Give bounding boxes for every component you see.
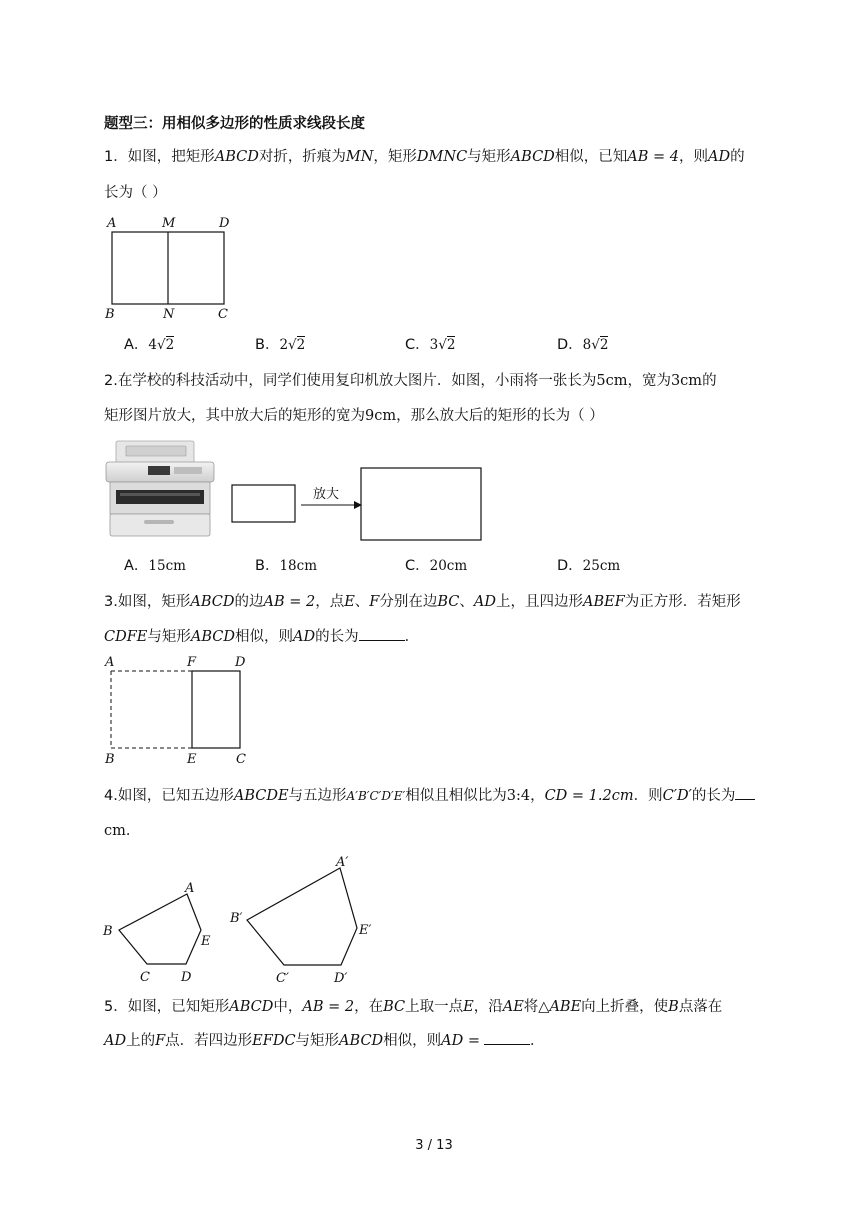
q2-enlarge-figure — [228, 460, 488, 546]
q2-new-width-value: 9cm — [365, 408, 397, 424]
label-c-prime: C′ — [276, 971, 289, 986]
page-number: 3 / 13 — [415, 1138, 453, 1153]
q3-line-2 — [104, 627, 419, 647]
q1-text: 对折，折痕为 — [258, 149, 346, 165]
pentagon-abcde-prime — [247, 868, 357, 965]
option-letter: D． — [557, 337, 583, 353]
label-f: F — [187, 655, 197, 670]
q4-text: ．则 — [633, 788, 663, 804]
q3-answer-blank[interactable] — [359, 627, 405, 641]
q1-text: ，则 — [679, 149, 709, 165]
label-a-prime: A′ — [336, 855, 349, 870]
q1-condition: AB = 4 — [627, 149, 680, 165]
q3-var-cdfe: CDFE — [104, 629, 148, 645]
q2-option-d[interactable] — [557, 554, 620, 575]
q5-text: ，在 — [354, 999, 384, 1015]
q5-text: 5．如图，已知矩形 — [104, 999, 230, 1015]
q3-var-abcd: ABCD — [190, 594, 235, 610]
copier-machine-image — [104, 438, 219, 540]
q3-text: 、 — [459, 594, 474, 610]
q5-text: 将 — [523, 999, 539, 1015]
q3-text: 分别在边 — [379, 594, 438, 610]
q3-text: ，点 — [315, 594, 345, 610]
q3-var-abef: ABEF — [583, 594, 625, 610]
q5-text: 相似，则 — [383, 1033, 442, 1049]
option-value: 15cm — [148, 558, 186, 574]
q5-var-abe: ABE — [549, 999, 582, 1015]
option-value: 25cm — [582, 558, 621, 574]
large-rectangle — [361, 468, 481, 540]
q5-condition: AB = 2 — [302, 999, 355, 1015]
q1-option-b[interactable] — [255, 333, 305, 354]
option-coefficient: 2 — [279, 337, 289, 353]
label-b: B — [105, 307, 115, 322]
q4-var-pentagon-2: A′B′C′D′E′ — [346, 789, 406, 803]
q5-var-bc: BC — [383, 999, 406, 1015]
q1-text: 与矩形 — [467, 149, 511, 165]
q1-option-d[interactable] — [557, 333, 608, 354]
q5-var-abcd: ABCD — [339, 1033, 384, 1049]
label-a: A — [107, 216, 117, 231]
option-coefficient: 3 — [429, 337, 439, 353]
q5-var-ae: AE — [502, 999, 524, 1015]
option-radicand: 2 — [165, 337, 175, 353]
q3-text: 的边 — [234, 594, 264, 610]
label-b: B — [105, 752, 115, 767]
enlarge-label: 放大 — [313, 487, 340, 502]
q5-text: 点．若四边形 — [165, 1033, 253, 1049]
q3-var-f: F — [369, 594, 380, 610]
q3-text: 的长为 — [315, 629, 359, 645]
q5-text: 点落在 — [678, 999, 723, 1015]
label-e: E — [187, 752, 197, 767]
q2-text: ，宽为 — [627, 373, 671, 389]
q1-text: 的 — [730, 149, 745, 165]
q1-var-dmnc: DMNC — [416, 149, 468, 165]
label-e-prime: E′ — [359, 923, 372, 938]
q3-text: 为正方形．若矩形 — [624, 594, 741, 610]
q4-unit-text: cm． — [104, 823, 141, 839]
pentagon-abcde — [119, 894, 201, 964]
label-a: A — [105, 655, 115, 670]
q3-condition: AB = 2 — [263, 594, 316, 610]
q5-equation: AD = — [441, 1033, 481, 1049]
q2-length-value: 5cm — [596, 373, 628, 389]
q5-var-f: F — [155, 1033, 166, 1049]
option-letter: C． — [405, 337, 430, 353]
q4-condition: CD = 1.2cm — [544, 788, 634, 804]
q5-var-ad: AD — [104, 1033, 127, 1049]
q2-text: 矩形图片放大，其中放大后的矩形的宽为 — [104, 408, 365, 424]
q2-text: 的 — [702, 373, 717, 389]
q4-text: 的长为 — [691, 788, 736, 804]
option-radicand: 2 — [599, 337, 609, 353]
option-value: 18cm — [279, 558, 317, 574]
q3-text: 上，且四边形 — [496, 594, 583, 610]
q1-var-abcd: ABCD — [510, 149, 555, 165]
q2-width-value: 3cm — [670, 373, 703, 389]
q5-line-2 — [104, 1031, 545, 1051]
small-rectangle — [232, 485, 295, 522]
q1-line-2: 长为（ ） — [104, 185, 167, 201]
q2-line-2 — [104, 406, 604, 426]
q4-var-cd-prime: C′D′ — [662, 788, 692, 804]
radical-sign: √ — [438, 337, 447, 353]
q1-var-mn: MN — [345, 149, 374, 165]
q3-var-e: E — [344, 594, 355, 610]
q3-text: ． — [404, 629, 420, 645]
q3-text: 与矩形 — [147, 629, 191, 645]
q1-text: 相似，已知 — [554, 149, 628, 165]
q3-text: 3.如图，矩形 — [104, 594, 191, 610]
q1-option-c[interactable] — [405, 333, 455, 354]
q1-rectangle-figure — [100, 212, 240, 322]
q3-var-bc: BC — [437, 594, 460, 610]
q2-option-c[interactable] — [405, 554, 467, 575]
q5-text: 中， — [273, 999, 303, 1015]
radical-sign: √ — [288, 337, 297, 353]
label-c: C — [218, 307, 228, 322]
q1-text: 1．如图，把矩形 — [104, 149, 215, 165]
q5-text: 上的 — [126, 1033, 156, 1049]
option-letter: A． — [124, 337, 149, 353]
q4-line-2 — [104, 821, 140, 841]
q1-text: ，矩形 — [373, 149, 417, 165]
option-letter: D． — [557, 558, 583, 574]
q4-var-pentagon-1: ABCDE — [233, 788, 289, 804]
label-m: M — [162, 216, 176, 231]
rect-cdfe — [192, 671, 240, 748]
label-n: N — [163, 307, 175, 322]
q2-line-1 — [104, 371, 717, 391]
q3-text: 、 — [354, 594, 370, 610]
q1-line-1 — [104, 147, 745, 167]
q1-option-a[interactable] — [124, 333, 174, 354]
q2-text: 2.在学校的科技活动中，同学们使用复印机放大图片．如图，小雨将一张长为 — [104, 373, 597, 389]
q5-var-abcd: ABCD — [229, 999, 274, 1015]
q3-var-ad: AD — [293, 629, 316, 645]
label-c: C — [140, 970, 150, 985]
option-letter: A． — [124, 558, 149, 574]
q1-var-abcd: ABCD — [214, 149, 259, 165]
q4-answer-blank[interactable] — [735, 786, 755, 800]
q3-text: 相似，则 — [235, 629, 293, 645]
label-d: D — [219, 216, 230, 231]
q4-pentagon-figures — [98, 850, 398, 990]
q3-square-rectangle-figure — [100, 652, 255, 768]
q2-text: ，那么放大后的矩形的长为（ ） — [396, 408, 604, 424]
q5-var-e: E — [463, 999, 474, 1015]
q5-var-efdc: EFDC — [252, 1033, 296, 1049]
q2-option-a[interactable] — [124, 554, 186, 575]
q3-var-abcd: ABCD — [190, 629, 235, 645]
label-c: C — [236, 752, 246, 767]
q4-text: 相似且相似比为 — [405, 788, 507, 804]
q2-option-b[interactable] — [255, 554, 317, 575]
q5-text: 向上折叠，使 — [581, 999, 669, 1015]
option-letter: B． — [255, 337, 280, 353]
radical-sign: √ — [591, 337, 600, 353]
label-e: E — [201, 934, 211, 949]
option-radicand: 2 — [446, 337, 456, 353]
q5-var-b: B — [668, 999, 679, 1015]
label-d: D — [235, 655, 246, 670]
q5-text: 与矩形 — [295, 1033, 340, 1049]
q4-text: 4.如图，已知五边形 — [104, 788, 234, 804]
radical-sign: √ — [157, 337, 166, 353]
q5-text: ，沿 — [473, 999, 503, 1015]
option-coefficient: 4 — [148, 337, 158, 353]
q1-var-ad: AD — [708, 149, 731, 165]
q5-answer-blank[interactable] — [484, 1031, 530, 1045]
label-b-prime: B′ — [230, 911, 243, 926]
q3-line-1 — [104, 592, 741, 612]
label-d-prime: D′ — [334, 971, 348, 986]
option-coefficient: 8 — [582, 337, 592, 353]
option-value: 20cm — [429, 558, 468, 574]
option-radicand: 2 — [296, 337, 306, 353]
q4-text: 与五边形 — [288, 788, 347, 804]
triangle-symbol-icon: △ — [538, 999, 550, 1015]
section-title: 题型三：用相似多边形的性质求线段长度 — [104, 116, 365, 132]
q4-line-1 — [104, 786, 755, 806]
q3-var-ad: AD — [473, 594, 496, 610]
option-letter: C． — [405, 558, 430, 574]
q5-text: ． — [530, 1033, 545, 1049]
label-a: A — [185, 881, 195, 896]
label-b: B — [103, 924, 113, 939]
q4-ratio: 3:4 — [506, 788, 531, 804]
option-letter: B． — [255, 558, 280, 574]
label-d: D — [181, 970, 192, 985]
q4-text: ， — [530, 788, 545, 804]
q5-text: 上取一点 — [405, 999, 464, 1015]
q5-line-1 — [104, 997, 722, 1017]
